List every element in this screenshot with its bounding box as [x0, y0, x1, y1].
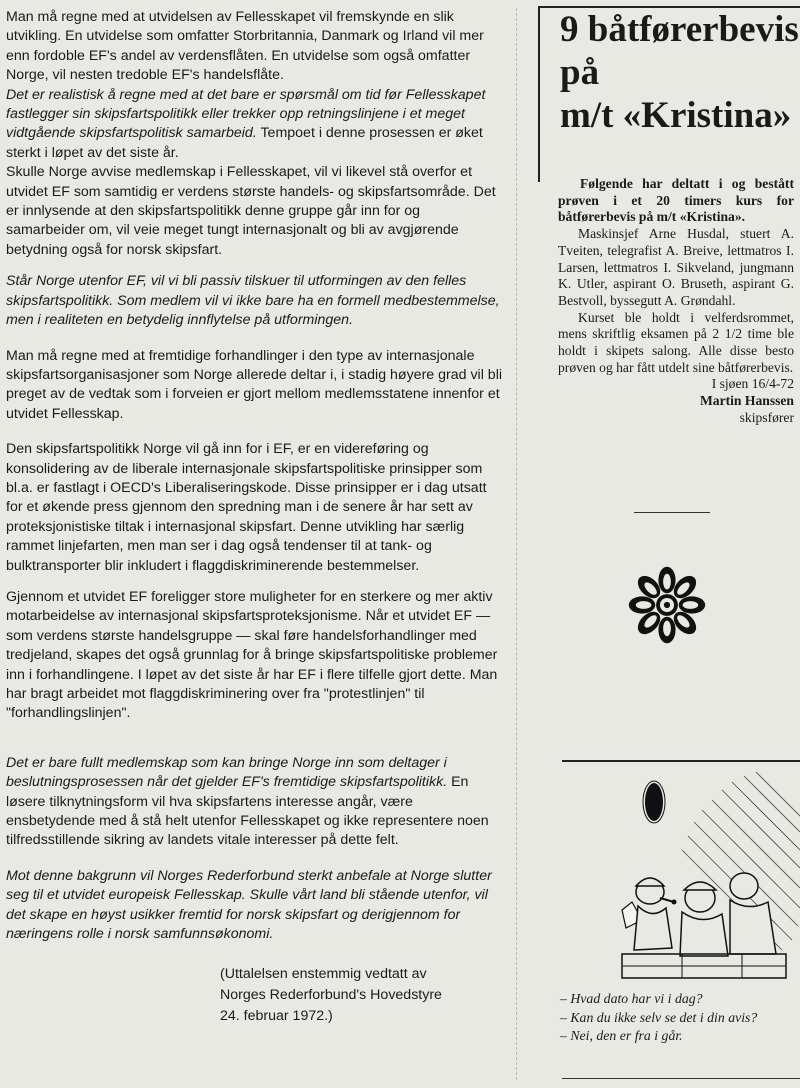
column-divider [516, 8, 517, 1080]
caption-line: – Kan du ikke selv se det i din avis? [560, 1009, 758, 1025]
main-article-column [6, 8, 502, 1027]
short-rule [634, 512, 710, 513]
signature-line: 24. februar 1972.) [220, 1008, 333, 1025]
cartoon-captions [560, 990, 800, 1046]
caption-line: – Nei, den er fra i går. [560, 1028, 683, 1044]
statement-signature [220, 964, 502, 1027]
italic-text: Det er realistisk å regne med at det bare er spørsmål om tid før Fellesskapet fastlegger sin skipsfartspolitikk eller trekker opp retningslinjene i et meget vidtgående skipsfartspolitisk samarbeid. [6, 86, 486, 142]
italic-text: Det er bare fullt medlemskap som kan bringe Norge inn som deltager i beslutningsprosessen når det gjelder EF's fremtidige skipsfartspolitikk. [6, 754, 448, 791]
author-name: Martin Hanssen [699, 393, 794, 409]
paragraph: Man må regne med at fremtidige forhandlinger i den type av internasjonale skipsfartsorganisasjoner som Norge allerede deltar i, i stadig høyere grad vil bli preget av de vedtak som i forveien er gjort mellom medlemsstatene innenfor et utvidet Fellesskap. [6, 347, 503, 422]
text: Tempoet i denne prosessen er øket sterkt i løpet av det siste år. [6, 125, 483, 161]
headline-line: på [560, 52, 600, 93]
lead-paragraph: Følgende har deltatt i og bestått prøven i et 20 timers kurs for båtførerbevis på m/t «Kristina». [558, 176, 794, 225]
author-role: skipsfører [739, 409, 794, 425]
cartoon-top-rule [562, 760, 800, 762]
paragraph: Gjennom et utvidet EF foreligger store muligheter for en sterkere og mer aktiv motarbeidelse av internasjonal skipsfartsproteksjonisme. Når et utvidet EF — som verdens største handelsgruppe — skal føre handelsforhandlinger med tredjeland, skapes det også grunnlag for å bringe skipsfartspolitiske problemer inn i forhandlingene. I løpet av det siste år har EF i flere tilfelle gjort dette. Man har bragt arbeidet mot flaggdiskriminering over fra "protestlinjen" til "forhandlingslinjen". [6, 588, 498, 722]
headline [560, 8, 800, 137]
box-left-rule [538, 6, 540, 182]
cartoon-illustration-icon [562, 770, 800, 985]
paragraph: Skulle Norge avvise medlemskap i Fellesskapet, vil vi likevel stå overfor et utvidet EF som samtidig er verdens største handels- og skipsfartsområde. Det er innlysende at den skipsfartspolitikk denne gruppe går inn for og samarbeider om, vil veie meget tungt internasjonalt og bli av avgjørende betydning også for norsk skipsfart. [6, 164, 496, 258]
signature-line: (Uttalelsen enstemmig vedtatt av [220, 966, 427, 983]
text: En løsere tilknytningsform vil hva skipsfartens interesse angår, være ensbetydende med å stå helt utenfor Fellesskapet og ikke representere noen tilfredsstillende sikring av landets vitale interesser på dette felt. [6, 774, 489, 849]
place-date: I sjøen 16/4-72 [711, 376, 794, 392]
paragraph [6, 86, 502, 164]
side-article-column [538, 0, 799, 1088]
italic-paragraph: Mot denne bakgrunn vil Norges Rederforbund sterkt anbefale at Norge slutter seg til et utvidet europeisk Fellesskap. Skulle vårt land bli stående utenfor, vil det skape en høyst usikker fremtid for norsk skipsfart og derigjennom for næringens rolle i norsk samfunnsøkonomi. [6, 867, 492, 943]
paragraph: Den skipsfartspolitikk Norge vil gå inn for i EF, er en videreføring og konsolidering av de liberale internasjonale skipsfartspolitiske prinsipper som bl.a. er fastlagt i OECD's Liberaliseringskode. Disse prinsipper er i dag utsatt for et økende press gjennom den spredning man i de senere år har sett av proteksjonistiske tiltak i internasjonal skipsfart. Denne utvikling har særlig rammet linjefarten, men man ser i dag også tendenser til at tank- og bulktransporter blir inkludert i flaggdiskriminerende bestemmelser. [6, 441, 487, 574]
body-paragraph: Kurset ble holdt i velferdsrommet, mens skriftlig eksamen på 2 1/2 time ble holdt i skipets salong. Alle disse besto prøven og har fått utdelt sine båtførerbevis. [558, 309, 794, 375]
headline-line: m/t «Kristina» [560, 95, 792, 136]
side-article-body [558, 176, 794, 427]
bottom-rule [562, 1078, 800, 1079]
signature-line: Norges Rederforbund's Hovedstyre [220, 987, 442, 1004]
names-paragraph: Maskinsjef Arne Husdal, stuert A. Tveiten, telegrafist A. Breive, lettmatros I. Larsen, lettmatros I. Sikveland, jungmann K. Utler, aspirant O. Bruseth, aspirant G. Bestvoll, byssegutt A. Grøndahl. [558, 226, 794, 308]
headline-line: 9 båtførerbevis [560, 9, 799, 50]
paragraph: Man må regne med at utvidelsen av Fellesskapet vil fremskynde en slik utvikling. En utvidelse som omfatter Storbritannia, Danmark og Irland vil mer enn fordoble EF's andel av verdensflåten. En utvidelse som også omfatter Norge, vil nesten tredoble EF's handelsflåte. [6, 9, 484, 84]
flower-ornament-icon [628, 566, 706, 644]
caption-line: – Hvad dato har vi i dag? [560, 991, 703, 1006]
paragraph [6, 754, 502, 851]
italic-paragraph: Står Norge utenfor EF, vil vi bli passiv tilskuer til utformingen av den felles skipsfartspolitikk. Som medlem vil vi ikke bare ha en formell medbestemmelse, men i realiteten en betydelig innflytelse på utformingen. [6, 273, 500, 329]
